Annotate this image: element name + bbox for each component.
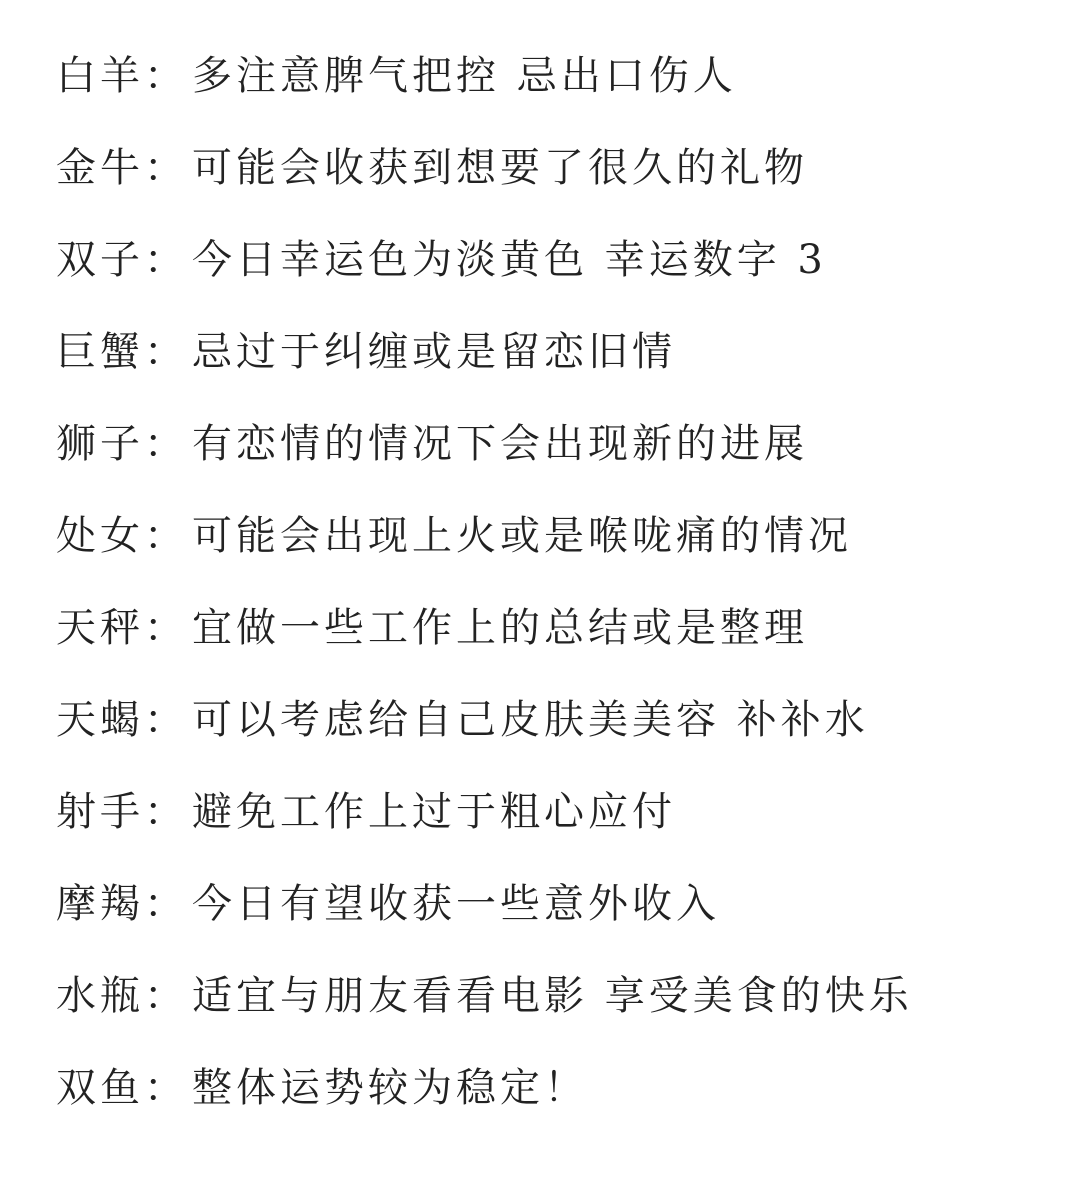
horoscope-row-aquarius [56, 966, 913, 1026]
sign-forecast: 可能会收获到想要了很久的礼物 [192, 145, 808, 191]
sign-label: 天蝎： [56, 697, 188, 743]
horoscope-row-gemini [56, 230, 827, 290]
horoscope-row-libra [56, 598, 808, 658]
horoscope-row-virgo [56, 506, 852, 566]
sign-forecast: 有恋情的情况下会出现新的进展 [192, 421, 808, 467]
sign-label: 射手： [56, 789, 188, 835]
sign-label: 双子： [56, 237, 188, 283]
horoscope-row-leo [56, 414, 808, 474]
sign-label: 巨蟹： [56, 329, 188, 375]
horoscope-row-scorpio [56, 690, 869, 750]
sign-label: 狮子： [56, 421, 188, 467]
sign-forecast: 今日幸运色为淡黄色 幸运数字 3 [192, 237, 827, 283]
sign-label: 白羊： [56, 53, 188, 99]
sign-label: 水瓶： [56, 973, 188, 1019]
sign-forecast: 宜做一些工作上的总结或是整理 [192, 605, 808, 651]
sign-forecast: 今日有望收获一些意外收入 [192, 881, 720, 927]
horoscope-row-sagittarius [56, 782, 676, 842]
horoscope-row-pisces [56, 1058, 588, 1118]
sign-forecast: 多注意脾气把控 忌出口伤人 [192, 53, 737, 99]
sign-forecast: 整体运势较为稳定！ [192, 1065, 588, 1111]
sign-forecast: 避免工作上过于粗心应付 [192, 789, 676, 835]
horoscope-row-taurus [56, 138, 808, 198]
sign-label: 天秤： [56, 605, 188, 651]
horoscope-row-capricorn [56, 874, 720, 934]
horoscope-row-cancer [56, 322, 676, 382]
sign-label: 双鱼： [56, 1065, 188, 1111]
sign-forecast: 可能会出现上火或是喉咙痛的情况 [192, 513, 852, 559]
sign-forecast: 可以考虑给自己皮肤美美容 补补水 [192, 697, 869, 743]
sign-forecast: 忌过于纠缠或是留恋旧情 [192, 329, 676, 375]
sign-forecast: 适宜与朋友看看电影 享受美食的快乐 [192, 973, 913, 1019]
sign-label: 摩羯： [56, 881, 188, 927]
sign-label: 处女： [56, 513, 188, 559]
sign-label: 金牛： [56, 145, 188, 191]
horoscope-row-aries [56, 46, 737, 106]
